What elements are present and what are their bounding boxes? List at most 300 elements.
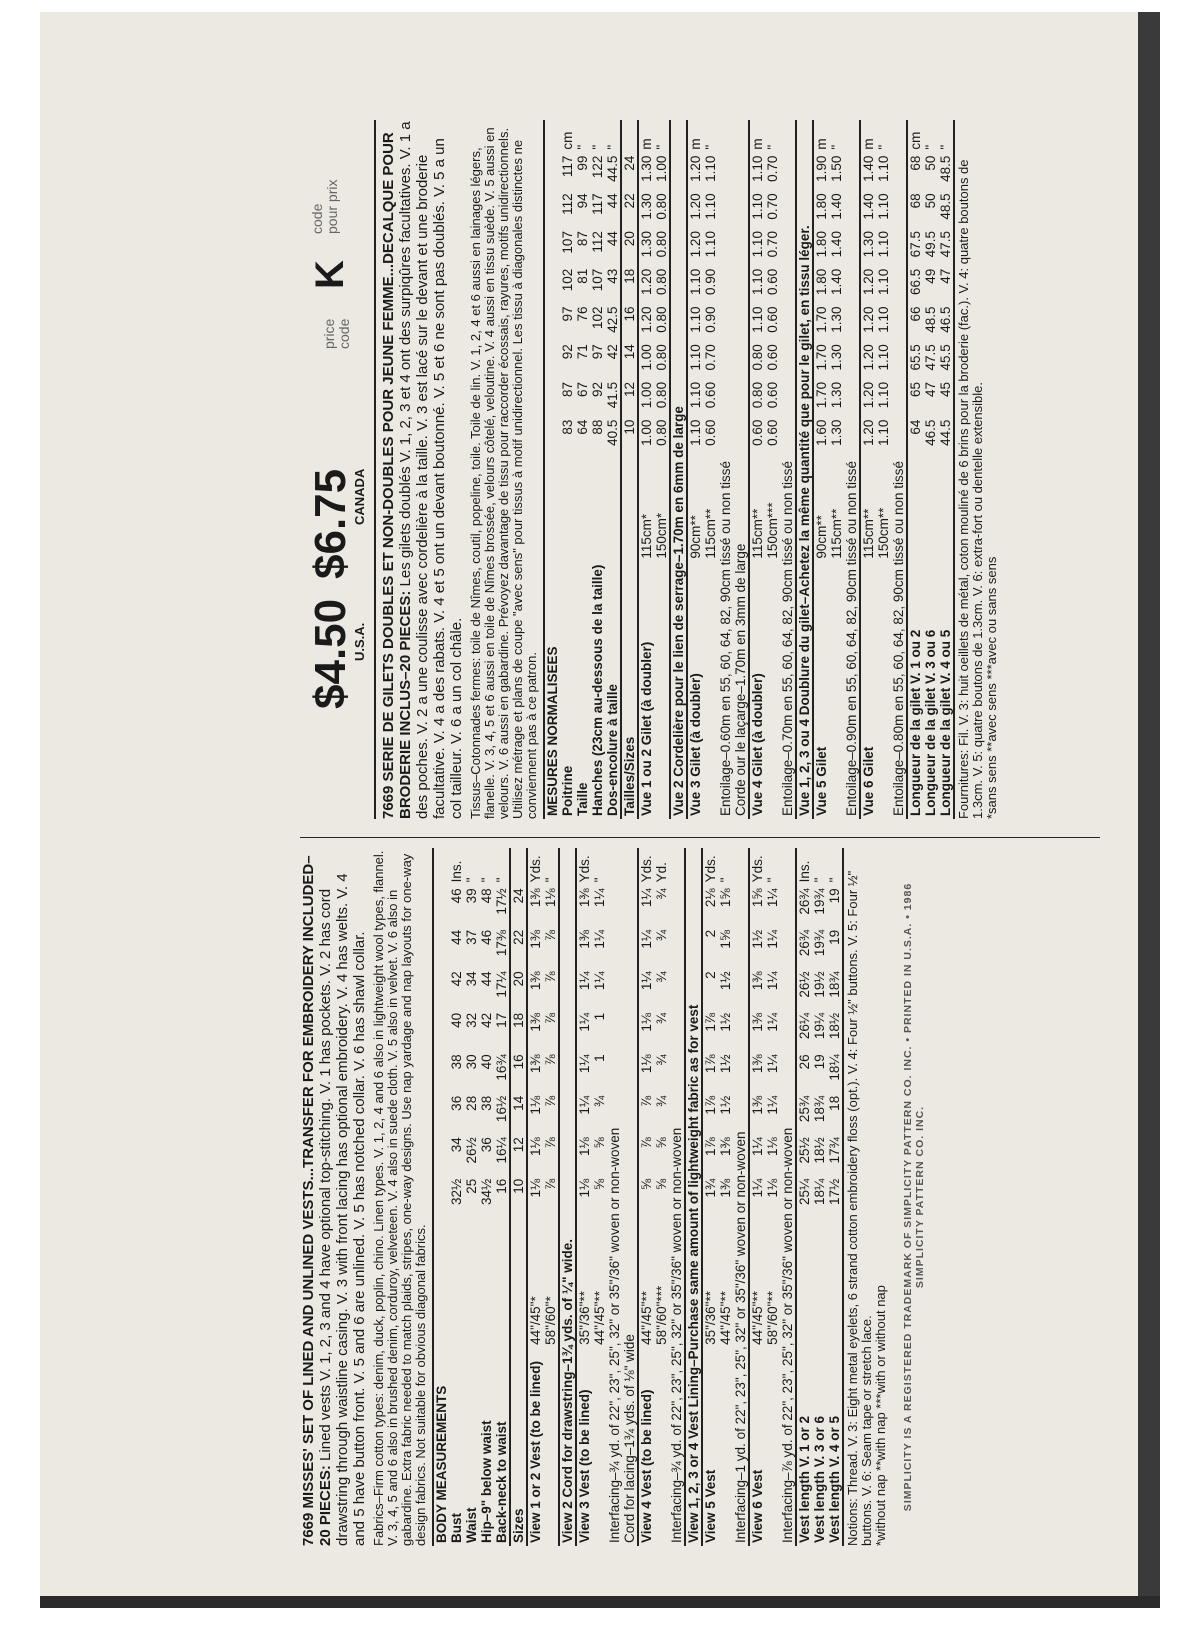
cell-value: 1⅜ [750,1054,765,1074]
cell-value: 44 [605,193,620,209]
note-row [669,848,685,1546]
cell-value: 1.80 [814,268,829,296]
cell-value: 16 [494,1178,509,1194]
cell-value: 1⅞ [703,1054,718,1074]
cell-value: ¾ [654,1012,669,1025]
row-label: Taille [575,782,590,816]
cell-value: 0.80 [750,381,765,409]
cell-value: 1.70 [814,344,829,371]
cell-value: 2 [703,971,718,979]
price-code-label-fr: code pour prix [309,179,340,234]
size-value: 16 [511,1054,526,1070]
cell-value: 1⅛ [765,1137,780,1157]
cell-value: ⅞ [543,1178,558,1191]
cell-value: 19¼ [812,1012,827,1040]
size-value: 16 [622,306,637,322]
cell-unit: cm [560,131,575,150]
size-value: 10 [511,1178,526,1194]
fabric-width: 115cm** [861,508,876,559]
cell-value: 112 [560,193,575,215]
cell-value: 18¼ [812,1178,827,1206]
row-sub [907,454,923,561]
cell-value: 1⅝ [718,929,733,949]
cell-value: 0.90 [703,268,718,296]
fabric-width: 44"/45"** [750,1291,765,1345]
measurement-table [432,848,842,1546]
length-label: Vest length V. 3 or 6 [812,1415,827,1543]
cell-unit: " [938,144,953,150]
rotated-content [300,112,1100,1552]
cell-value: ¾ [654,971,669,983]
scan-edge-right [1138,12,1160,1608]
cell-value: 1.10 [876,419,891,446]
cell-value: 1.00 [639,381,654,409]
yardage-label: View 3 Vest (to be lined) [577,1389,592,1543]
cell-value: 0.60 [703,419,718,446]
table-row [860,120,876,819]
fabric-width: 115cm* [639,513,654,559]
cell-value: 1.10 [750,193,765,220]
cell-value: 102 [560,268,575,292]
table-row [543,848,559,1546]
cell-value: 47.5 [938,231,953,258]
cell-value: 92 [590,381,605,397]
length-label: Longueur de la gilet V. 1 ou 2 [908,629,923,816]
cell-value: 49.5 [923,231,938,258]
cell-value: 1.20 [688,155,703,182]
cell-value: 25½ [797,1137,812,1164]
pattern-envelope-back [40,12,1160,1608]
cell-value: 112 [590,231,605,253]
note-row [718,120,733,819]
cell-value: 50 [923,193,938,209]
cell-value: 41.5 [605,381,620,409]
cell-value: 117 [560,155,575,178]
cell-unit: " [765,144,780,150]
sizes-label: Sizes [511,1508,526,1543]
cell-value: 40 [479,1054,494,1070]
cell-value: 1.30 [829,344,844,371]
footnote-text: *without nap **with nap ***with or without nap [873,1285,888,1546]
cell-value: 0.70 [765,193,780,220]
fabric-width: 150cm* [654,512,669,559]
yardage-note: Vue 2 Cordelière pour le lien de serrage–1.70m en 6mm de large [671,406,686,816]
cell-value: 1.20 [861,381,876,409]
trademark-text: SIMPLICITY IS A REGISTERED TRADEMARK OF SIMPLICITY PATTERN CO. INC. • PRINTED IN U.S.A. • 1986 SIMPLICITY PATTERN CO. INC. [902,882,926,1512]
cell-value: 26¼ [797,1012,812,1040]
cell-value: 1.10 [876,231,891,258]
size-value: 14 [622,344,637,360]
cell-value: 44 [605,231,620,247]
cell-value: 45.5 [938,344,953,371]
table-row [638,848,654,1546]
cell-value: 94 [575,193,590,209]
cell-value: 1¾ [703,1178,718,1198]
cell-unit: m [750,138,765,150]
cell-unit [510,848,527,885]
cell-unit: " [592,877,607,883]
yardage-label: Vue 4 Gilet (à doubler) [750,673,765,816]
yardage-note: Corde our le laçarge–1.70m en 3mm de large [733,543,748,816]
cell-value: 26¾ [797,888,812,915]
note-row [891,120,907,819]
cell-value: 1¼ [765,1095,780,1115]
cell-unit: " [923,144,938,150]
cell-value: 40.5 [605,419,620,446]
yardage-note: View 2 Cord for drawstring–1¾ yds. of ¼" wide. [560,1239,575,1543]
cell-value: 0.70 [765,231,780,258]
cell-value: 46 [479,929,494,945]
yardage-label: Vue 1 ou 2 Gilet (à doubler) [639,641,654,816]
cell-value: 1¼ [765,1012,780,1032]
table-row [749,120,765,819]
cell-value: 1.00 [639,419,654,446]
cell-value: 1⅝ [750,888,765,908]
row-sub [494,1217,510,1348]
cell-unit: " [654,144,669,150]
yardage-label: Vue 5 Gilet [814,746,829,816]
cell-value: 1.10 [876,344,891,371]
sizes-row [621,120,638,819]
cell-value: 38 [479,1095,494,1111]
table-row [654,120,670,819]
cell-value: 18½ [812,1137,827,1164]
cell-value: 25 [464,1178,479,1194]
cell-value: 65 [908,381,923,397]
price-code-label: price code [321,318,352,349]
left-margin [0,0,40,1632]
fabric-width: 58"/60"** [765,1291,780,1345]
description-text: Lined vests V. 1, 2, 3 and 4 have optional top-stitching. V. 1 has pockets. V. 2 has cord drawstring through waistline casing. V. 3 with front lacing has optional embroidery. V. 4 has welts. V. 4 and 5 have button front. V. 5 and 6 are unlined. V. 5 has notched collar. V. 6 has shawl collar. [317,873,368,1546]
cell-unit: " [494,877,509,883]
cell-value: 0.80 [654,381,669,409]
cell-value: 1⅜ [750,971,765,991]
french-section [300,112,1100,827]
cell-value: 1⅞ [703,1012,718,1032]
cell-value: 1⅛ [765,1178,780,1198]
cell-value: 16¾ [494,1054,509,1081]
cell-value: 1.80 [814,193,829,220]
size-value: 20 [622,231,637,247]
cell-unit: Ins. [797,860,812,883]
cell-value: 1.40 [861,193,876,220]
cell-value: 17⅜ [494,929,509,957]
cell-unit: m [688,138,703,150]
cell-value: 1.10 [750,155,765,182]
cell-value: 1.90 [814,155,829,182]
cell-value: 2⅛ [703,888,718,908]
table-row [907,120,923,819]
row-label: Dos-encolure à taille [605,683,620,816]
cell-value: 68 [908,193,923,209]
cell-value: 0.80 [654,419,669,446]
row-label: Hanches (23cm au-dessous de la taille) [590,564,605,816]
note-row [733,120,749,819]
fabric-width: 35"/36"** [703,1291,718,1345]
fabric-width: 44"/45"* [528,1296,543,1345]
cell-value: 19 [827,888,842,904]
cell-value: 47.5 [923,344,938,371]
price-header [300,120,376,819]
table-row [827,848,842,1546]
table-row [765,848,780,1546]
cell-value: 1⅛ [543,888,558,908]
table-row [938,120,953,819]
cell-value: 1.70 [814,381,829,409]
yardage-label-empty [654,562,670,819]
cell-value: 17¼ [494,971,509,998]
yardage-label-empty [765,1348,780,1546]
cell-value: 1¼ [765,971,780,991]
cell-value: 18½ [827,1012,842,1040]
fabric-width: 90cm** [688,515,703,559]
cell-value: 65.5 [908,344,923,371]
cell-value: 1.20 [861,268,876,296]
cell-value: 1¼ [639,888,654,908]
cell-value: 25¼ [797,1178,812,1206]
size-value: 18 [511,1012,526,1028]
cell-value: 1⅛ [528,1095,543,1115]
description-text: Les gilets doublés V. 1, 2, 3 et 4 ont des surpiqûres facultatives. V. 1 a des poches. V. 2 a une coulisse avec cordelière à la taille. V. 3 est lacé sur le devant et une broderie facultative. V. 4 a des rabats. V. 4 et 5 ont un devant boutonné. V. 5 et 6 ne sont pas doublés. V. 5 a un col tailleur. V. 6 a un col châle. [397,121,465,819]
cell-value: 0.80 [654,306,669,333]
row-sub [560,454,575,561]
cell-value: 117 [590,193,605,215]
cell-value: 1.10 [876,268,891,296]
table-row [796,848,812,1546]
cell-value: 1.20 [688,231,703,258]
cell-unit: " [876,144,891,150]
yardage-label: View 5 Vest [703,1469,718,1543]
cell-value: 122 [590,155,605,179]
table-row [590,120,605,819]
cell-unit: " [703,144,718,150]
cell-value: ⅞ [543,1012,558,1025]
cell-value: 1.10 [876,155,891,182]
row-sub [812,1217,827,1348]
cell-value: 88 [590,419,605,435]
fabric-width: 44"/45"** [639,1291,654,1345]
cell-value: 1.20 [639,306,654,333]
table-row [479,848,494,1546]
cell-value: ⅝ [654,1137,669,1149]
cell-value: 19¾ [812,888,827,915]
cell-value: ⅞ [543,1054,558,1066]
cell-value: 66.5 [908,268,923,296]
cell-value: 1.30 [639,155,654,182]
note-row [607,848,622,1546]
cell-value: 1⅜ [528,1054,543,1074]
table-row [876,120,891,819]
cell-value: 1.40 [829,268,844,296]
section-title [300,848,368,1546]
cell-value: 1.30 [829,381,844,409]
cell-value: 17½ [827,1178,842,1206]
row-sub [590,454,605,561]
cell-value: 1¼ [577,1012,592,1032]
cell-value: 1.20 [688,193,703,220]
cell-unit: Yds. [577,855,592,883]
cell-unit [621,120,638,153]
table-row [687,120,703,819]
cell-value: 17 [494,1012,509,1028]
row-label: Waist [464,1507,479,1543]
cell-value: 71 [575,344,590,360]
cell-value: 43 [605,268,620,284]
cell-value: ⅞ [543,1095,558,1108]
fabric-width: 44"/45"** [592,1291,607,1345]
cell-value: 16¼ [494,1137,509,1164]
note-row [780,120,796,819]
cell-value: 49 [923,268,938,284]
cell-value: 19 [827,929,842,945]
row-label: Poitrine [560,765,575,816]
cell-unit: " [829,144,844,150]
size-value: 22 [622,193,637,209]
cell-value: 42 [479,1012,494,1028]
table-row [765,120,780,819]
yardage-label-empty [543,1348,559,1546]
cell-value: 1⅛ [528,1178,543,1198]
cell-value: 1⅛ [577,1137,592,1157]
body-heading: BODY MEASUREMENTS [434,1385,449,1543]
cell-value: 1.60 [814,419,829,446]
cell-value: 19¾ [812,929,827,957]
cell-value: 0.80 [654,193,669,220]
table-row [923,120,938,819]
row-sub [621,454,638,561]
table-row [703,120,718,819]
row-label: Back-neck to waist [494,1421,509,1543]
cell-value: 1⅞ [703,1137,718,1157]
cell-value: 1.80 [814,231,829,258]
cell-value: 26¾ [797,929,812,957]
row-sub [605,454,621,561]
yardage-label-empty [829,562,844,819]
cell-unit: " [543,877,558,883]
cell-value: ⅝ [654,1178,669,1191]
cell-value: 47 [923,381,938,397]
cell-unit: " [479,877,494,883]
note-row [559,848,576,1546]
cell-value: 1.10 [688,419,703,446]
cell-value: 1.50 [829,155,844,182]
cell-value: 38 [449,1054,464,1070]
row-label: Bust [449,1513,464,1543]
cell-value: 1½ [718,1095,733,1115]
notions-text: Notions: Thread. V. 3: Eight metal eyelets, 6 strand cotton embroidery floss (opt.). V. 4: Four ½" buttons. V. 5: Four ½" buttons. V. 6: Seam tape or stretch lace. [842,848,874,1546]
cell-value: 1⅜ [718,1178,733,1198]
cell-value: 42 [605,344,620,360]
fabric-width: 44"/45"** [718,1291,733,1345]
cell-value: 1.10 [688,381,703,409]
yardage-note: Interfacing–¾ yd. of 22", 23", 25", 32" or 35"/36" woven or non-woven [607,1127,622,1543]
fabric-width: 150cm** [876,507,891,559]
row-sub [923,454,938,561]
table-row [592,848,607,1546]
cell-value: 1.30 [639,231,654,258]
table-row [605,120,621,819]
cell-value: 1.40 [861,155,876,182]
cell-value: 1.10 [876,306,891,333]
footnote-text: *sans sens **avec sens ***avec ou sans sens [984,556,999,819]
cell-value: 92 [560,344,575,360]
cell-value: 44 [449,929,464,945]
note-row [844,120,860,819]
row-sub [938,454,953,561]
fabric-width: 58"/60"* [543,1296,558,1345]
note-row [670,120,687,819]
cell-value: 1½ [718,1012,733,1032]
cell-value: 18 [827,1095,842,1111]
section-title [380,120,465,819]
cell-value: 0.60 [765,419,780,446]
cell-value: 26 [797,1054,812,1070]
table-row [494,848,510,1546]
table-row [812,848,827,1546]
cell-value: 0.80 [654,268,669,296]
cell-value: 36 [479,1137,494,1153]
cell-value: 0.60 [703,381,718,409]
cell-value: 67 [575,381,590,397]
sizes-row [510,848,527,1546]
note-row [780,848,796,1546]
cell-value: 44 [479,971,494,987]
fabric-width: 35"/36"** [577,1291,592,1345]
cell-value: 18¾ [827,971,842,998]
cell-value: 34 [449,1137,464,1153]
length-label: Longueur de la gilet V. 4 ou 5 [938,629,953,816]
cell-value: ¾ [654,1095,669,1108]
cell-value: 0.60 [750,419,765,446]
cell-value: ⅞ [639,1137,654,1149]
row-sub [449,1217,464,1348]
yardage-label: Vue 6 Gilet [861,746,876,816]
measurement-table [543,120,953,819]
price-canada: $6.75 [306,468,355,579]
cell-value: ⅝ [639,1178,654,1191]
yardage-note: Cord for lacing–1¾ yds. of ⅛" wide [622,1334,637,1543]
cell-value: ⅝ [592,1178,607,1191]
size-value: 14 [511,1095,526,1111]
title-text: 7669 SERIE DE GILETS DOUBLES ET NON-DOUBLES POUR JEUNE FEMME...DECALQUE POUR BRODERIE INCLUS–20 PIECES: [380,132,414,819]
cell-value: 1.10 [703,231,718,258]
cell-value: 1¼ [577,971,592,991]
row-sub [575,454,590,561]
cell-value: 1½ [718,1054,733,1074]
english-section [300,837,1100,1552]
price-usa: $4.50 [306,598,355,709]
cell-value: 48 [479,888,494,904]
cell-value: 44.5 [605,155,620,182]
length-label: Vest length V. 4 or 5 [827,1415,842,1543]
table-row [654,848,669,1546]
cell-value: 18¾ [812,1095,827,1123]
cell-value: 1¼ [592,888,607,908]
cell-value: 42 [449,971,464,987]
cell-value: 97 [590,344,605,360]
cell-value: 2 [703,929,718,938]
cell-value: 76 [575,306,590,322]
cell-value: 1⅞ [703,1095,718,1115]
cell-unit: Yds. [703,855,718,883]
table-row [813,120,829,819]
table-row [638,120,654,819]
cell-value: 1⅜ [577,888,592,908]
cell-value: ¾ [654,929,669,942]
cell-value: 66 [908,306,923,322]
cell-unit: m [639,138,654,150]
size-value: 12 [622,381,637,397]
